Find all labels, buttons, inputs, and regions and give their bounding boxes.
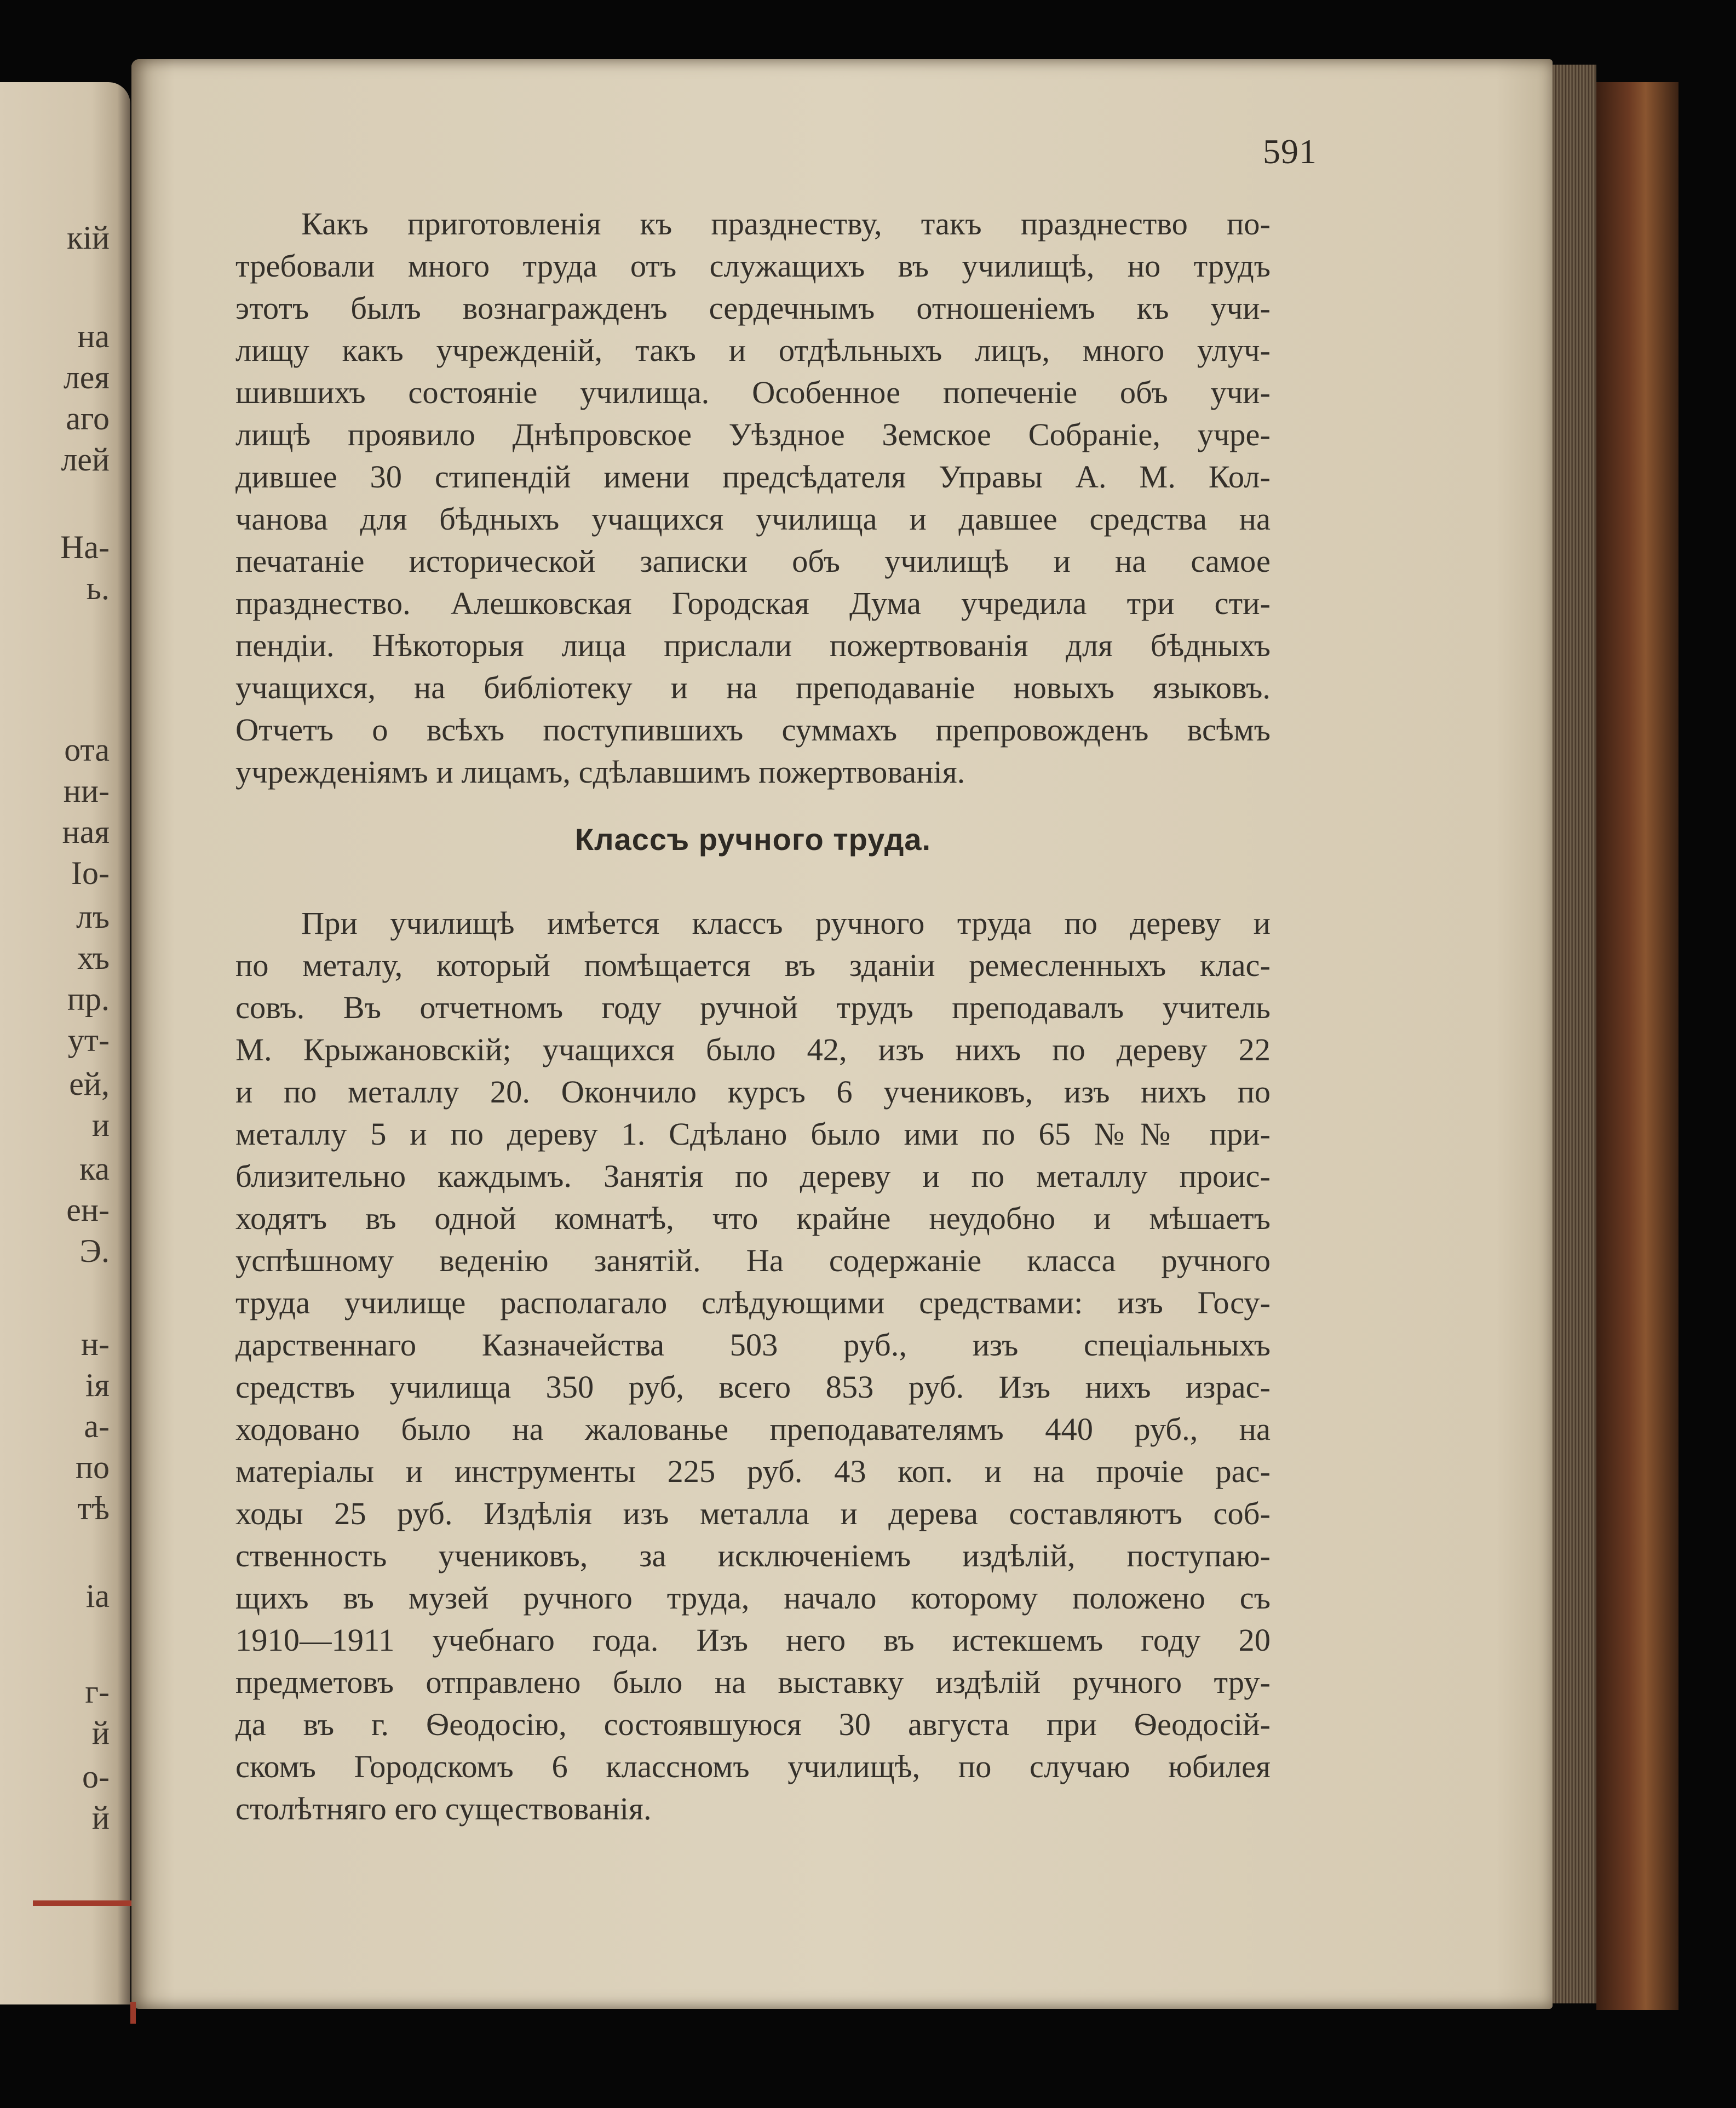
book-cover-edge: [1596, 82, 1678, 2010]
text-line: При училищѣ имѣется классъ ручного труда по дереву и: [301, 905, 1271, 941]
text-line: ходы 25 руб. Издѣлія изъ металла и дерева составляютъ соб-: [235, 1496, 1271, 1531]
left-page-fragment: Іо-: [71, 855, 110, 891]
left-page-fragment: ь.: [86, 570, 110, 606]
page-red-edge: [130, 2002, 136, 2024]
left-page-fragment: На-: [60, 529, 110, 565]
text-line: чанова для бѣдныхъ учащихся училища и давшее средства на: [235, 501, 1271, 537]
left-page-fragment: ен-: [66, 1192, 110, 1228]
paragraph-2: [235, 902, 1271, 1830]
left-page-fragment: ут-: [67, 1022, 110, 1058]
text-line: лищѣ проявило Днѣпровское Уѣздное Земское Собраніе, учре-: [235, 417, 1271, 452]
text-line: 1910—1911 учебнаго года. Изъ него въ истекшемъ году 20: [235, 1622, 1271, 1658]
left-page-fragment: хъ: [77, 940, 110, 976]
text-line: матеріалы и инструменты 225 руб. 43 коп. и на прочіе рас-: [235, 1454, 1271, 1489]
section-heading: Классъ ручного труда.: [574, 822, 932, 857]
left-page-fragment: й: [91, 1715, 110, 1751]
page-number: 591: [1263, 132, 1317, 171]
left-page-fragment: лея: [63, 359, 110, 395]
text-line: Отчетъ о всѣхъ поступившихъ суммахъ препровожденъ всѣмъ: [235, 712, 1271, 748]
text-line: щихъ въ музей ручного труда, начало которому положено съ: [235, 1580, 1271, 1616]
text-line: учащихся, на библіотеку и на преподаваніе новыхъ языковъ.: [235, 670, 1271, 705]
book-page: [131, 59, 1553, 2009]
text-line: предметовъ отправлено было на выставку издѣлій ручного тру-: [235, 1664, 1271, 1700]
left-page-fragment: Э.: [79, 1233, 110, 1269]
text-line: средствъ училища 350 руб, всего 853 руб. Изъ нихъ израс-: [235, 1369, 1271, 1405]
paragraph-1: [235, 203, 1271, 793]
text-line: труда училище располагало слѣдующими средствами: изъ Госу-: [235, 1285, 1271, 1320]
text-line: этотъ былъ вознагражденъ сердечнымъ отношеніемъ къ учи-: [235, 290, 1271, 326]
left-page-fragment: ота: [64, 732, 110, 768]
left-page-fragment: лъ: [76, 899, 110, 935]
text-line: пендіи. Нѣкоторыя лица прислали пожертвованія для бѣдныхъ: [235, 628, 1271, 663]
text-line: ственность учениковъ, за исключеніемъ издѣлій, поступаю-: [235, 1538, 1271, 1573]
left-page-fragment: кій: [67, 220, 110, 256]
text-line: совъ. Въ отчетномъ году ручной трудъ преподавалъ учитель: [235, 990, 1271, 1025]
left-page-fragment: ка: [79, 1151, 110, 1187]
left-page-fragment: тѣ: [77, 1490, 110, 1526]
text-line: металлу 5 и по дереву 1. Сдѣлано было ими по 65 №№ при-: [235, 1116, 1271, 1152]
text-line: дившее 30 стипендій имени предсѣдателя Управы А. М. Кол-: [235, 459, 1271, 495]
text-line: близительно каждымъ. Занятія по дереву и по металлу проис-: [235, 1158, 1271, 1194]
text-line: учрежденіямъ и лицамъ, сдѣлавшимъ пожертвованія.: [235, 754, 965, 790]
text-line: Какъ приготовленія къ празднеству, такъ празднество по-: [301, 206, 1271, 242]
text-line: печатаніе исторической записки объ училищѣ и на самое: [235, 543, 1271, 579]
left-page-fragment: а-: [84, 1408, 110, 1444]
left-page-fragment: ія: [85, 1367, 110, 1403]
left-page-fragment: лей: [61, 441, 110, 478]
left-page-fragment: о-: [82, 1759, 110, 1795]
text-line: дарственнаго Казначейства 503 руб., изъ спеціальныхъ: [235, 1327, 1271, 1363]
text-line: лищу какъ учрежденій, такъ и отдѣльныхъ лицъ, много улуч-: [235, 332, 1271, 368]
left-page-red-edge: [33, 1900, 131, 1906]
text-line: и по металлу 20. Окончило курсъ 6 учениковъ, изъ нихъ по: [235, 1074, 1271, 1110]
left-page-fragment: н-: [81, 1326, 110, 1362]
text-line: празднество. Алешковская Городская Дума учредила три сти-: [235, 585, 1271, 621]
text-line: столѣтняго его существованія.: [235, 1791, 652, 1826]
left-page-fragment: по: [75, 1449, 110, 1485]
text-line: требовали много труда отъ служащихъ въ училищѣ, но трудъ: [235, 248, 1271, 284]
text-line: шившихъ состояніе училища. Особенное попеченіе объ учи-: [235, 375, 1271, 410]
page-edges: [1553, 65, 1596, 2003]
left-page-fragment: на: [77, 318, 110, 354]
text-line: по металу, который помѣщается въ зданіи ремесленныхъ клас-: [235, 947, 1271, 983]
page-text: [235, 203, 1271, 1830]
left-page-fragment: пр.: [67, 981, 110, 1017]
left-page-fragment: іа: [85, 1578, 110, 1614]
text-line: ходятъ въ одной комнатѣ, что крайне неудобно и мѣшаетъ: [235, 1201, 1271, 1236]
text-line: М. Крыжановскій; учащихся было 42, изъ нихъ по дереву 22: [235, 1032, 1271, 1067]
left-page-fragment: г-: [85, 1674, 110, 1710]
text-line: ходовано было на жалованье преподавателямъ 440 руб., на: [235, 1411, 1271, 1447]
text-line: скомъ Городскомъ 6 классномъ училищѣ, по случаю юбилея: [235, 1749, 1271, 1784]
left-page-fragment: ей,: [69, 1066, 110, 1102]
facing-left-page: [0, 82, 130, 2004]
left-page-fragment: и: [91, 1107, 110, 1143]
left-page-fragment: ни-: [63, 773, 110, 809]
left-page-fragment: ная: [62, 814, 110, 850]
text-line: да въ г. Ѳеодосію, состоявшуюся 30 августа при Ѳеодосій-: [235, 1707, 1271, 1742]
left-page-fragment: аго: [66, 400, 110, 436]
left-page-fragment: й: [91, 1800, 110, 1836]
text-line: успѣшному веденію занятій. На содержаніе класса ручного: [235, 1243, 1271, 1278]
